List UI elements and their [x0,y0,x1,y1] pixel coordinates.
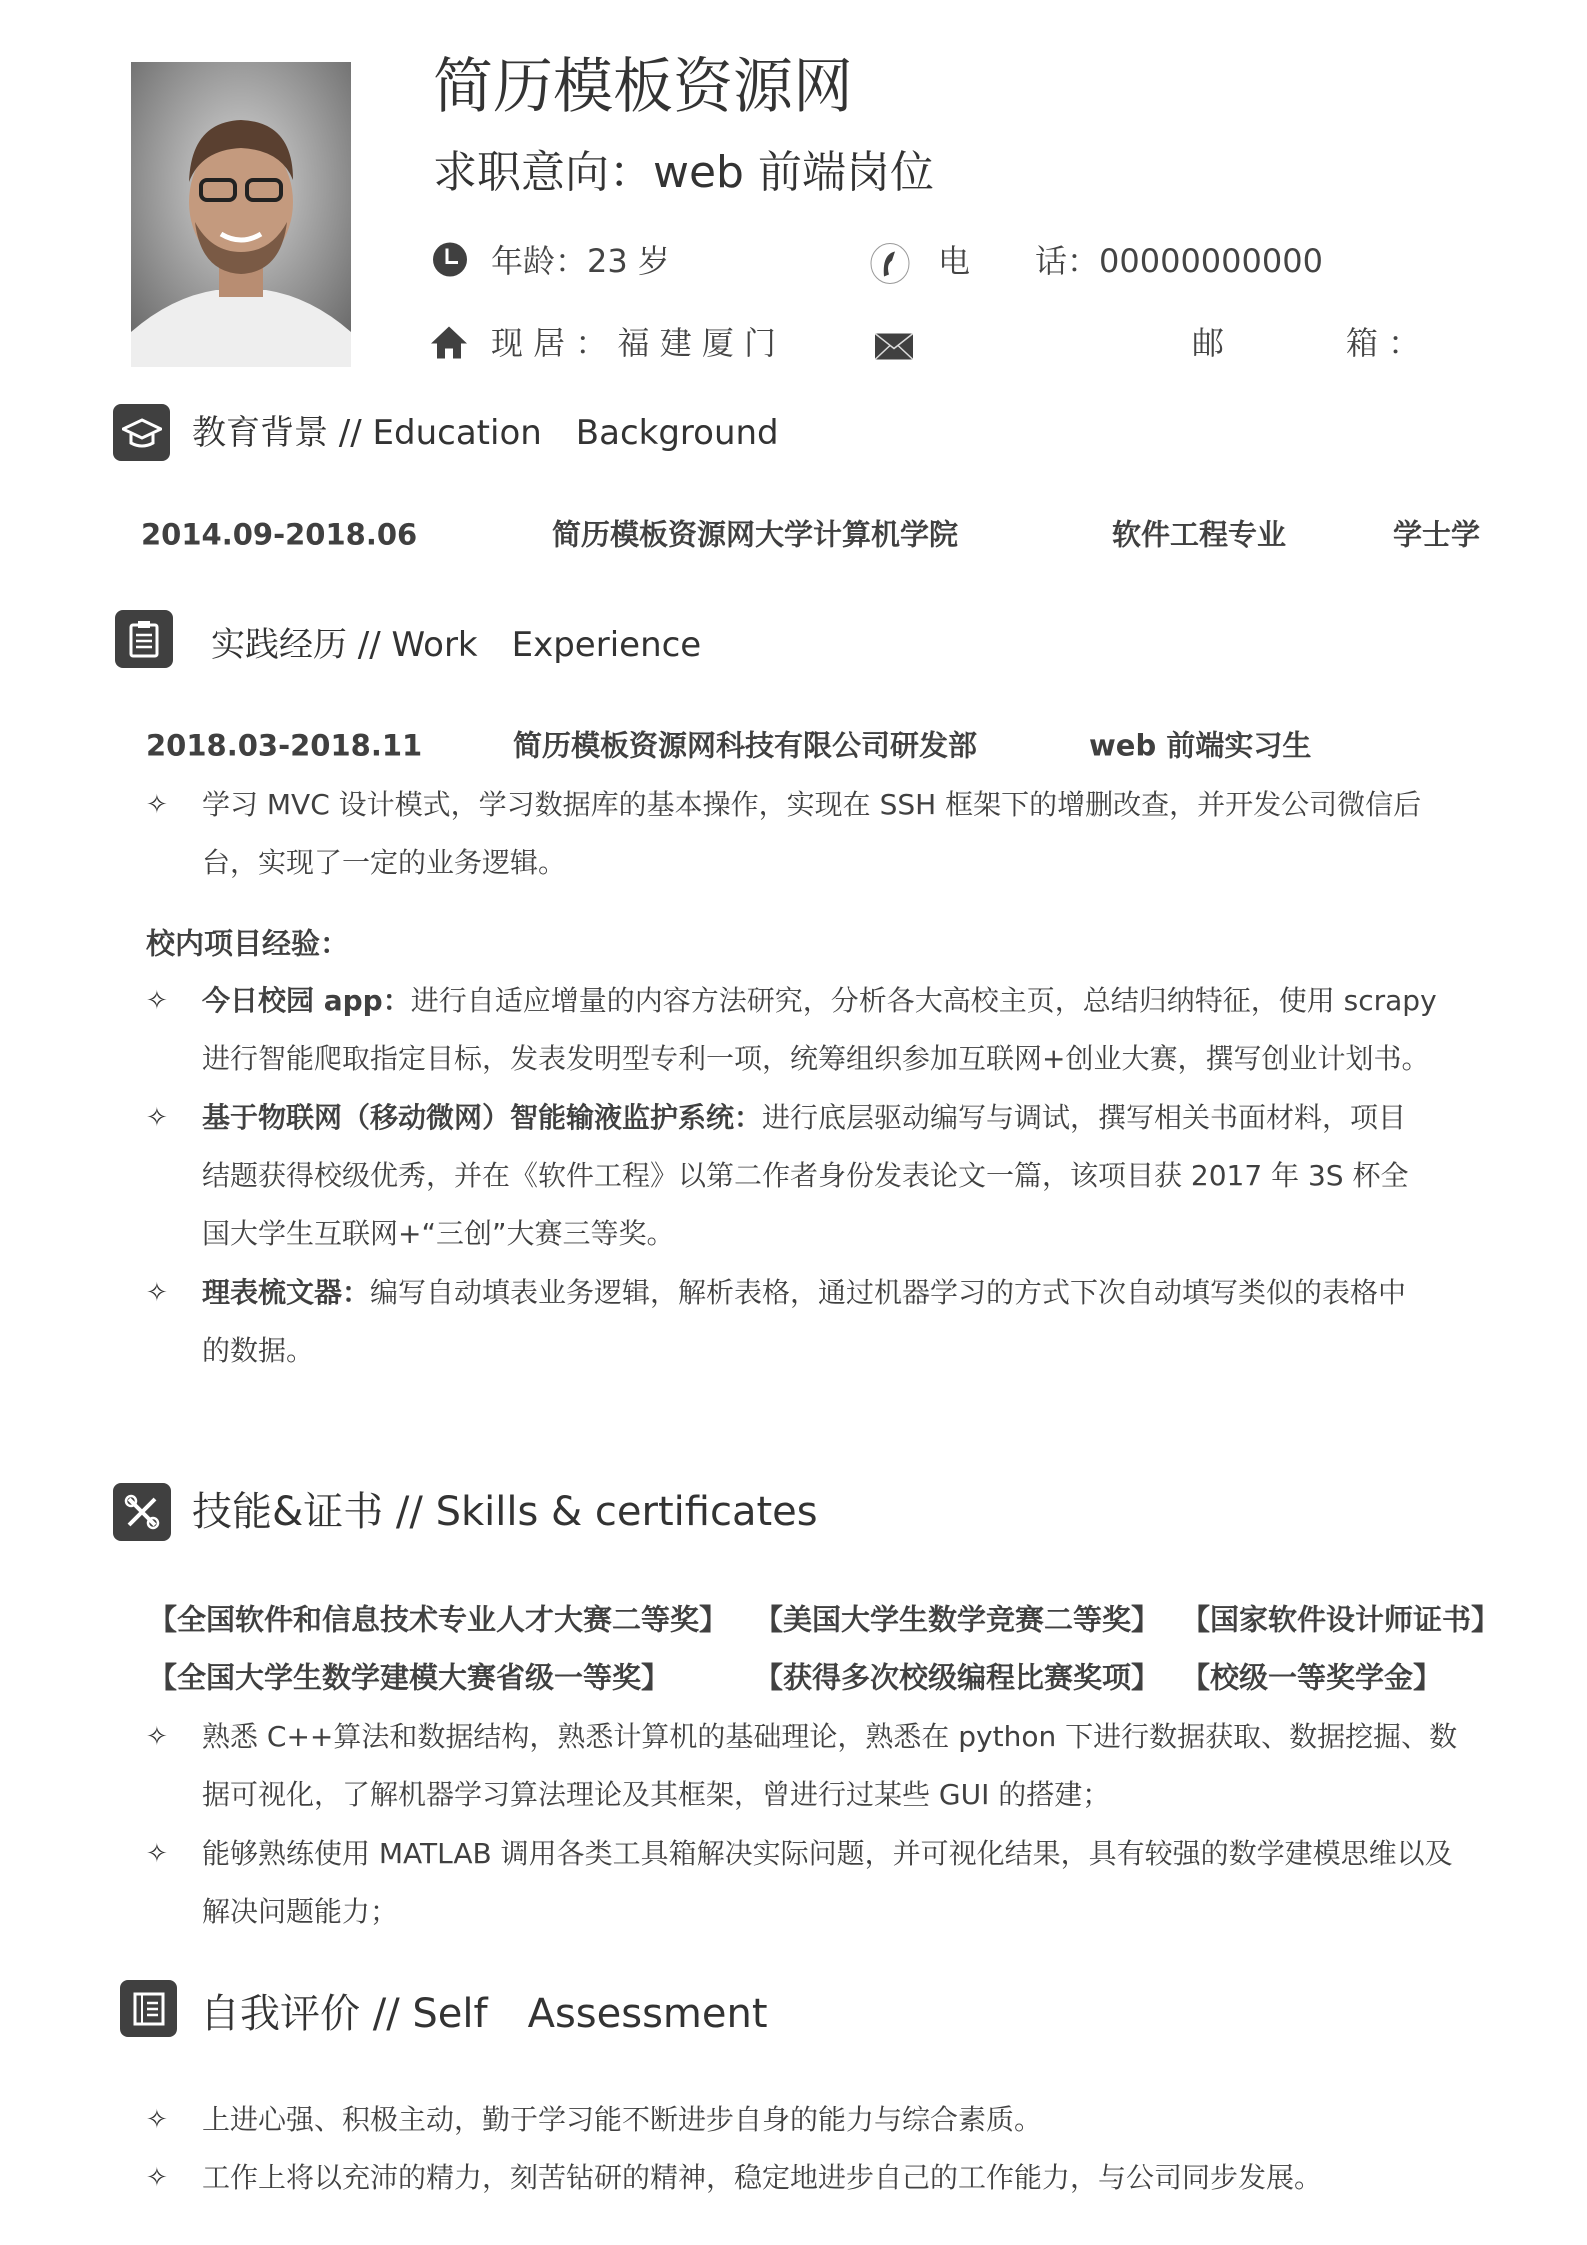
work-role: web 前端实习生 [1089,728,1312,763]
work-bullet-line: 台，实现了一定的业务逻辑。 [202,846,567,879]
education-major: 软件工程专业 [1112,517,1287,552]
project-text: 进行自适应增量的内容方法研究，分析各大高校主页，总结归纳特征，使用 scrapy [410,984,1437,1017]
job-intent: 求职意向：web 前端岗位 [433,147,934,198]
project-line: 的数据。 [202,1334,315,1367]
project-line [202,1276,1407,1309]
home-icon [430,326,468,363]
project-line: 进行智能爬取指定目标，发表发明型专利一项，统筹组织参加互联网+创业大赛，撰写创业计划书。 [202,1042,1430,1075]
phone-icon [870,243,910,288]
project-line: 结题获得校级优秀，并在《软件工程》以第二作者身份发表论文一篇，该项目获 2017 年 3S 杯全 [202,1159,1409,1192]
skill-line: 熟悉 C++算法和数据结构，熟悉计算机的基础理论，熟悉在 python 下进行数据获取、数据挖掘、数 [202,1720,1458,1753]
award: 【国家软件设计师证书】 [1181,1602,1501,1637]
work-period: 2018.03-2018.11 [146,728,423,763]
project-line [202,984,1437,1017]
project-line: 国大学生互联网+“三创”大赛三等奖。 [202,1217,675,1250]
project-line [202,1101,1407,1134]
residence: 现 居 ： 福 建 厦 门 [491,324,777,362]
work-bullet-line: 学习 MVC 设计模式，学习数据库的基本操作，实现在 SSH 框架下的增删改查，并开发公司微信后 [202,788,1422,821]
project-text: 进行底层驱动编写与调试，撰写相关书面材料，项目 [762,1101,1407,1134]
skill-line: 能够熟练使用 MATLAB 调用各类工具箱解决实际问题，并可视化结果，具有较强的数学建模思维以及 [202,1837,1453,1870]
bullet-icon: ✧ [146,1839,168,1869]
education-school: 简历模板资源网大学计算机学院 [552,517,959,552]
section-title-work: 实践经历 // Work Experience [211,625,702,665]
phone-value: 话：00000000000 [1035,242,1323,280]
bullet-icon: ✧ [146,1722,168,1752]
bullet-icon: ✧ [146,790,168,820]
award: 【校级一等奖学金】 [1181,1660,1443,1695]
age: 年龄：23 岁 [491,242,670,280]
skill-line: 据可视化，了解机器学习算法理论及其框架，曾进行过某些 GUI 的搭建； [202,1778,1111,1811]
section-title-self: 自我评价 // Self Assessment [200,1991,768,2037]
email-value: 箱 ： [1346,324,1421,362]
award: 【美国大学生数学竞赛二等奖】 [754,1602,1161,1637]
education-degree: 学士学 [1393,517,1481,552]
education-period: 2014.09-2018.06 [141,517,418,552]
self-assessment-item: 上进心强、积极主动，勤于学习能不断进步自身的能力与综合素质。 [202,2103,1043,2136]
clock-icon [432,242,468,281]
award: 【全国软件和信息技术专业人才大赛二等奖】 [148,1602,729,1637]
profile-photo [131,62,351,367]
bullet-icon: ✧ [146,1278,168,1308]
project-name: 今日校园 app： [202,984,411,1017]
project-name: 基于物联网（移动微网）智能输液监护系统： [202,1101,763,1134]
work-company: 简历模板资源网科技有限公司研发部 [513,728,978,763]
award: 【全国大学生数学建模大赛省级一等奖】 [148,1660,671,1695]
mail-icon [875,334,913,363]
project-text: 编写自动填表业务逻辑，解析表格，通过机器学习的方式下次自动填写类似的表格中 [370,1276,1407,1309]
project-name: 理表梳文器： [202,1276,371,1309]
profile-card-icon [120,1980,177,2037]
phone-label: 电 [938,242,971,280]
section-title-education: 教育背景 // Education Background [192,413,779,453]
bullet-icon: ✧ [146,2105,168,2135]
bullet-icon: ✧ [146,1103,168,1133]
projects-heading: 校内项目经验： [146,926,350,961]
self-assessment-item: 工作上将以充沛的精力，刻苦钻研的精神，稳定地进步自己的工作能力，与公司同步发展。 [202,2161,1323,2194]
email-label: 邮 [1192,324,1225,362]
award: 【获得多次校级编程比赛奖项】 [754,1660,1161,1695]
tools-icon [113,1483,171,1541]
graduation-cap-icon [113,404,170,461]
skill-line: 解决问题能力； [202,1895,399,1928]
section-title-skills: 技能&证书 // Skills & certificates [192,1489,818,1535]
bullet-icon: ✧ [146,986,168,1016]
clipboard-icon [115,610,173,668]
bullet-icon: ✧ [146,2163,168,2193]
resume-name: 简历模板资源网 [433,52,853,122]
